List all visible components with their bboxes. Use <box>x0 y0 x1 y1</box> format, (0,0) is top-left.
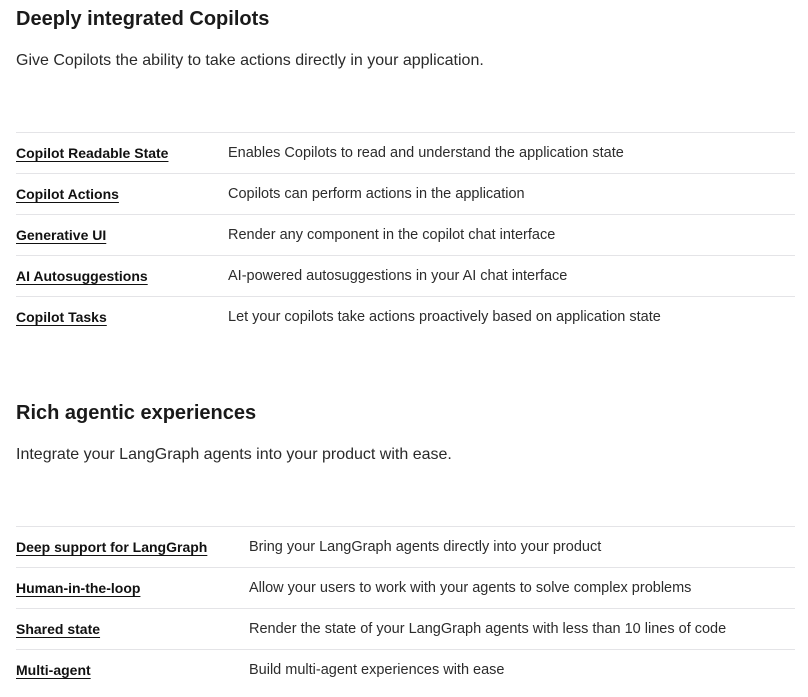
feature-link-human-in-the-loop[interactable]: Human-in-the-loop <box>16 580 141 596</box>
feature-link-copilot-tasks[interactable]: Copilot Tasks <box>16 309 107 325</box>
feature-description: AI-powered autosuggestions in your AI chat interface <box>228 268 568 284</box>
feature-link-copilot-actions[interactable]: Copilot Actions <box>16 186 119 202</box>
feature-description: Allow your users to work with your agents to solve complex problems <box>249 580 692 596</box>
feature-row <box>16 297 795 337</box>
section-subtitle: Integrate your LangGraph agents into your product with ease. <box>16 446 452 463</box>
feature-table <box>16 526 795 690</box>
section-title: Deeply integrated Copilots <box>16 8 270 30</box>
section-subtitle: Give Copilots the ability to take actions directly in your application. <box>16 52 484 69</box>
feature-row <box>16 256 795 297</box>
feature-row <box>16 527 795 568</box>
feature-link-ai-autosuggestions[interactable]: AI Autosuggestions <box>16 268 148 284</box>
feature-description: Enables Copilots to read and understand the application state <box>228 145 624 161</box>
feature-link-shared-state[interactable]: Shared state <box>16 621 101 637</box>
feature-description: Copilots can perform actions in the application <box>228 186 525 202</box>
feature-row <box>16 568 795 609</box>
feature-row <box>16 174 795 215</box>
section-deeply-integrated-copilots <box>16 0 795 325</box>
feature-description: Bring your LangGraph agents directly into your product <box>249 539 602 555</box>
feature-description: Let your copilots take actions proactively based on application state <box>228 309 661 325</box>
feature-link-copilot-readable-state[interactable]: Copilot Readable State <box>16 145 169 161</box>
feature-link-multi-agent[interactable]: Multi-agent <box>16 662 91 678</box>
section-title: Rich agentic experiences <box>16 402 257 424</box>
section-rich-agentic-experiences <box>16 394 795 678</box>
feature-row <box>16 215 795 256</box>
feature-link-generative-ui[interactable]: Generative UI <box>16 227 107 243</box>
feature-description: Render the state of your LangGraph agents with less than 10 lines of code <box>249 621 727 637</box>
feature-row <box>16 133 795 174</box>
feature-row <box>16 650 795 690</box>
feature-row <box>16 609 795 650</box>
feature-description: Render any component in the copilot chat interface <box>228 227 556 243</box>
feature-table <box>16 132 795 337</box>
feature-description: Build multi-agent experiences with ease <box>249 662 505 678</box>
feature-link-deep-support-for-langgraph[interactable]: Deep support for LangGraph <box>16 539 208 555</box>
